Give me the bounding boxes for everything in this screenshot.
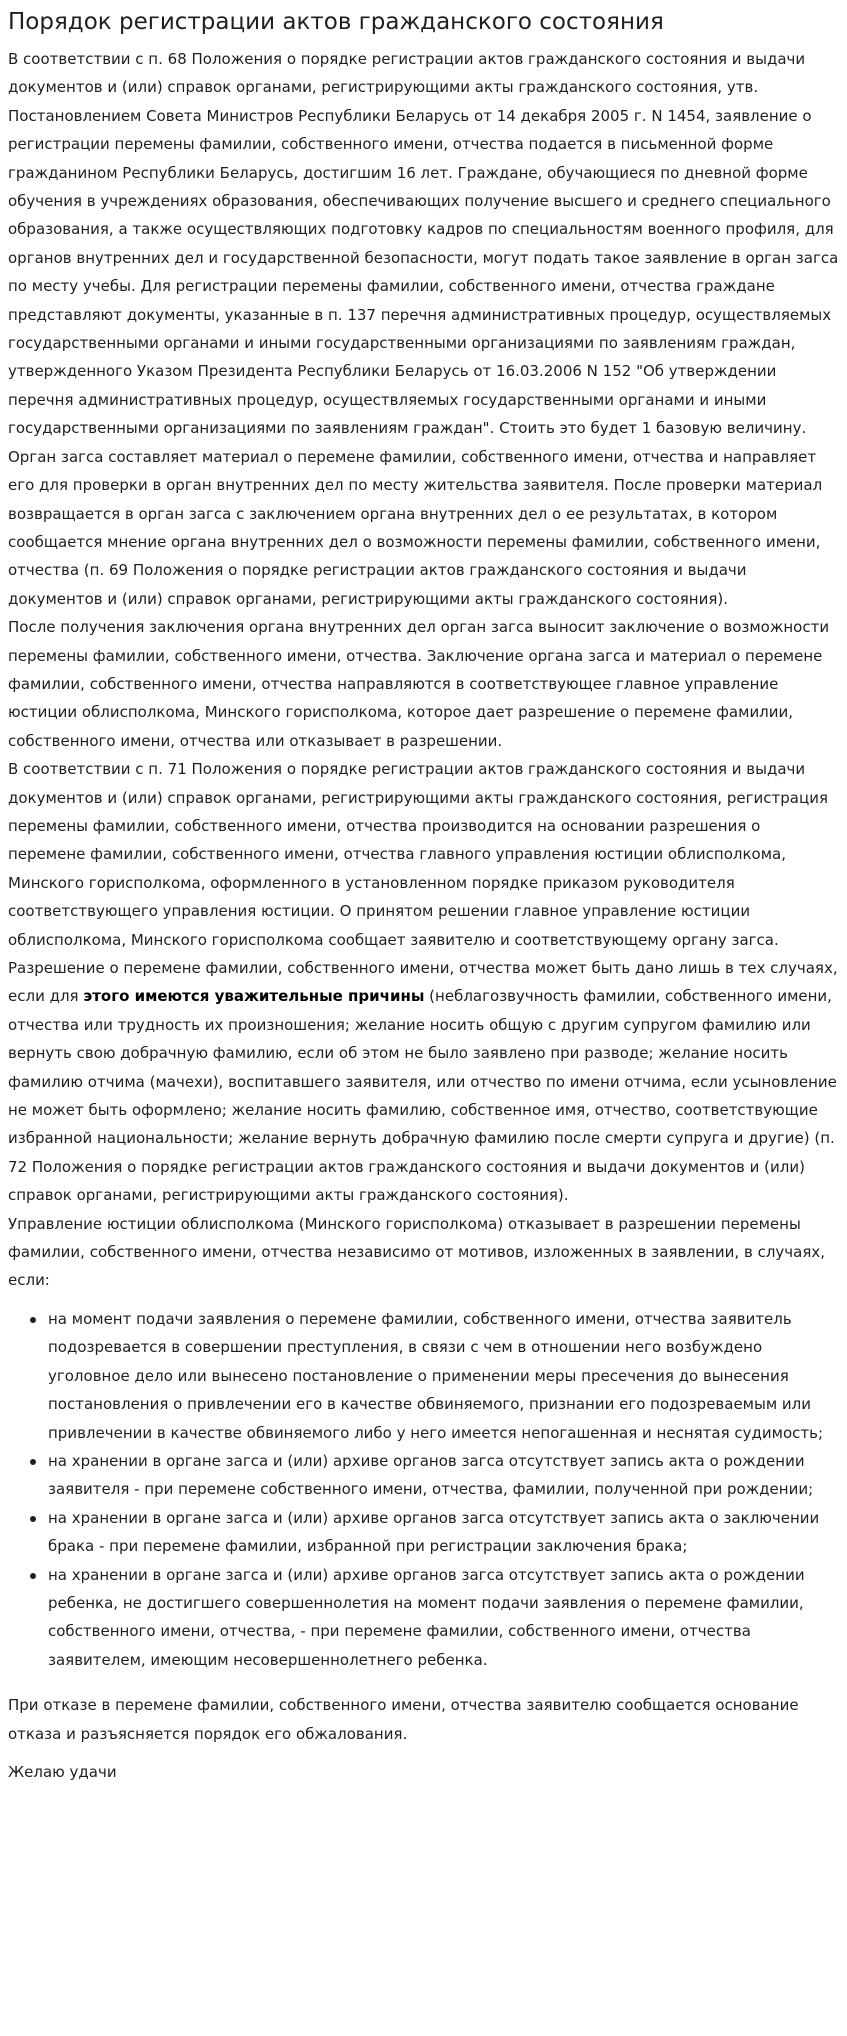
list-item [48, 1447, 839, 1504]
list-item [48, 1504, 839, 1561]
valid-reasons-intro: Разрешение о перемене фамилии, собственного имени, отчества может быть дано лишь в тех случаях, если для [8, 959, 838, 1006]
bullet-icon [30, 1317, 36, 1323]
closing-text: Желаю удачи [8, 1762, 117, 1781]
refusal-note: При отказе в перемене фамилии, собственного имени, отчества заявителю сообщается основание отказа и разъясняется порядок его обжалования. [8, 1696, 799, 1743]
list-item [48, 1305, 839, 1447]
list-item-text: на момент подачи заявления о перемене фамилии, собственного имени, отчества заявитель подозревается в совершении преступления, в связи с чем в отношении него возбуждено уголовное дело или вынесено постановление о применении меры пресечения до вынесения постановления о привлечении его в качестве обвиняемого, признании его подозреваемым или привлечении в качестве обвиняемого либо у него имеется непогашенная и неснятая судимость; [48, 1309, 824, 1442]
answer-body [8, 45, 839, 1295]
list-item-text: на хранении в органе загса и (или) архиве органов загса отсутствует запись акта о заключении брака - при перемене фамилии, избранной при регистрации заключения брака; [48, 1508, 820, 1556]
list-item-text: на хранении в органе загса и (или) архиве органов загса отсутствует запись акта о рождении ребенка, не достигшего совершеннолетия на момент подачи заявления о перемене фамилии, собственного имени, отчества, - при перемене фамилии, собственного имени, отчества заявителем, имеющим несовершеннолетнего ребенка. [48, 1565, 805, 1669]
list-item [48, 1561, 839, 1675]
paragraph-procedure: В соответствии с п. 68 Положения о порядке регистрации актов гражданского состояния и выдачи документов и (или) справок органами, регистрирующими акты гражданского состояния, утв. Постановлением Совета Министров Республики Беларусь от 14 декабря 2005 г. N 1454, заявление о регистрации перемены фамилии, собственного имени, отчества подается в письменной форме гражданином Республики Беларусь, достигшим 16 лет. Граждане, обучающиеся по дневной форме обучения в учреждениях образования, обеспечивающих получение высшего и среднего специального образования, а также осуществляющих подготовку кадров по специальностям военного профиля, для органов внутренних дел и государственной безопасности, могут подать такое заявление в орган загса по месту учебы. Для регистрации перемены фамилии, собственного имени, отчества граждане представляют документы, указанные в п. 137 перечня административных процедур, осуществляемых государственными органами и иными государственными организациями по заявлениям граждан, утвержденного Указом Президента Республики Беларусь от 16.03.2006 N 152 "Об утверждении перечня административных процедур, осуществляемых государственными органами и иными государственными организациями по заявлениям граждан". Стоить это будет 1 базовую величину. [8, 50, 839, 438]
bullet-icon [30, 1573, 36, 1579]
refusal-conditions-list [8, 1305, 839, 1674]
paragraph-registration: В соответствии с п. 71 Положения о порядке регистрации актов гражданского состояния и выдачи документов и (или) справок органами, регистрирующими акты гражданского состояния, регистрация перемены фамилии, собственного имени, отчества производится на основании разрешения о перемене фамилии, собственного имени, отчества главного управления юстиции облисполкома, Минского горисполкома, оформленного в установленном порядке приказом руководителя соответствующего управления юстиции. О принятом решении главное управление юстиции облисполкома, Минского горисполкома сообщает заявителю и соответствующему органу загса. [8, 760, 828, 949]
list-item-text: на хранении в органе загса и (или) архиве органов загса отсутствует запись акта о рождении заявителя - при перемене собственного имени, отчества, фамилии, полученной при рождении; [48, 1451, 814, 1499]
paragraph-verification: Орган загса составляет материал о перемене фамилии, собственного имени, отчества и направляет его для проверки в орган внутренних дел по месту жительства заявителя. После проверки материал возвращается в орган загса с заключением органа внутренних дел о ее результатах, в котором сообщается мнение органа внутренних дел о возможности перемены фамилии, собственного имени, отчества (п. 69 Положения о порядке регистрации актов гражданского состояния и выдачи документов и (или) справок органами, регистрирующими акты гражданского состояния). [8, 447, 823, 608]
bullet-icon [30, 1516, 36, 1522]
valid-reasons-emphasis: этого имеются уважительные причины [83, 987, 425, 1006]
paragraph-valid-reasons [8, 954, 839, 1210]
paragraph-refusal-intro: Управление юстиции облисполкома (Минского горисполкома) отказывает в разрешении перемены фамилии, собственного имени, отчества независимо от мотивов, изложенных в заявлении, в случаях, если: [8, 1214, 826, 1290]
bullet-icon [30, 1459, 36, 1465]
valid-reasons-list: (неблагозвучность фамилии, собственного имени, отчества или трудность их произношения; желание носить общую с другим супругом фамилию или вернуть свою добрачную фамилию, если об этом не было заявлено при разводе; желание носить фамилию отчима (мачехи), воспитавшего заявителя, или отчество по имени отчима, если усыновление не может быть оформлено; желание носить фамилию, собственное имя, отчество, соответствующие избранной национальности; желание вернуть добрачную фамилию после смерти супруга и другие) (п. 72 Положения о порядке регистрации актов гражданского состояния и выдачи документов и (или) справок органами, регистрирующими акты гражданского состояния). [8, 987, 837, 1205]
paragraph-conclusion: После получения заключения органа внутренних дел орган загса выносит заключение о возможности перемены фамилии, собственного имени, отчества. Заключение органа загса и материал о перемене фамилии, собственного имени, отчества направляются в соответствующее главное управление юстиции облисполкома, Минского горисполкома, которое дает разрешение о перемене фамилии, собственного имени, отчества или отказывает в разрешении. [8, 618, 830, 750]
page-title: Порядок регистрации актов гражданского состояния [8, 9, 664, 35]
